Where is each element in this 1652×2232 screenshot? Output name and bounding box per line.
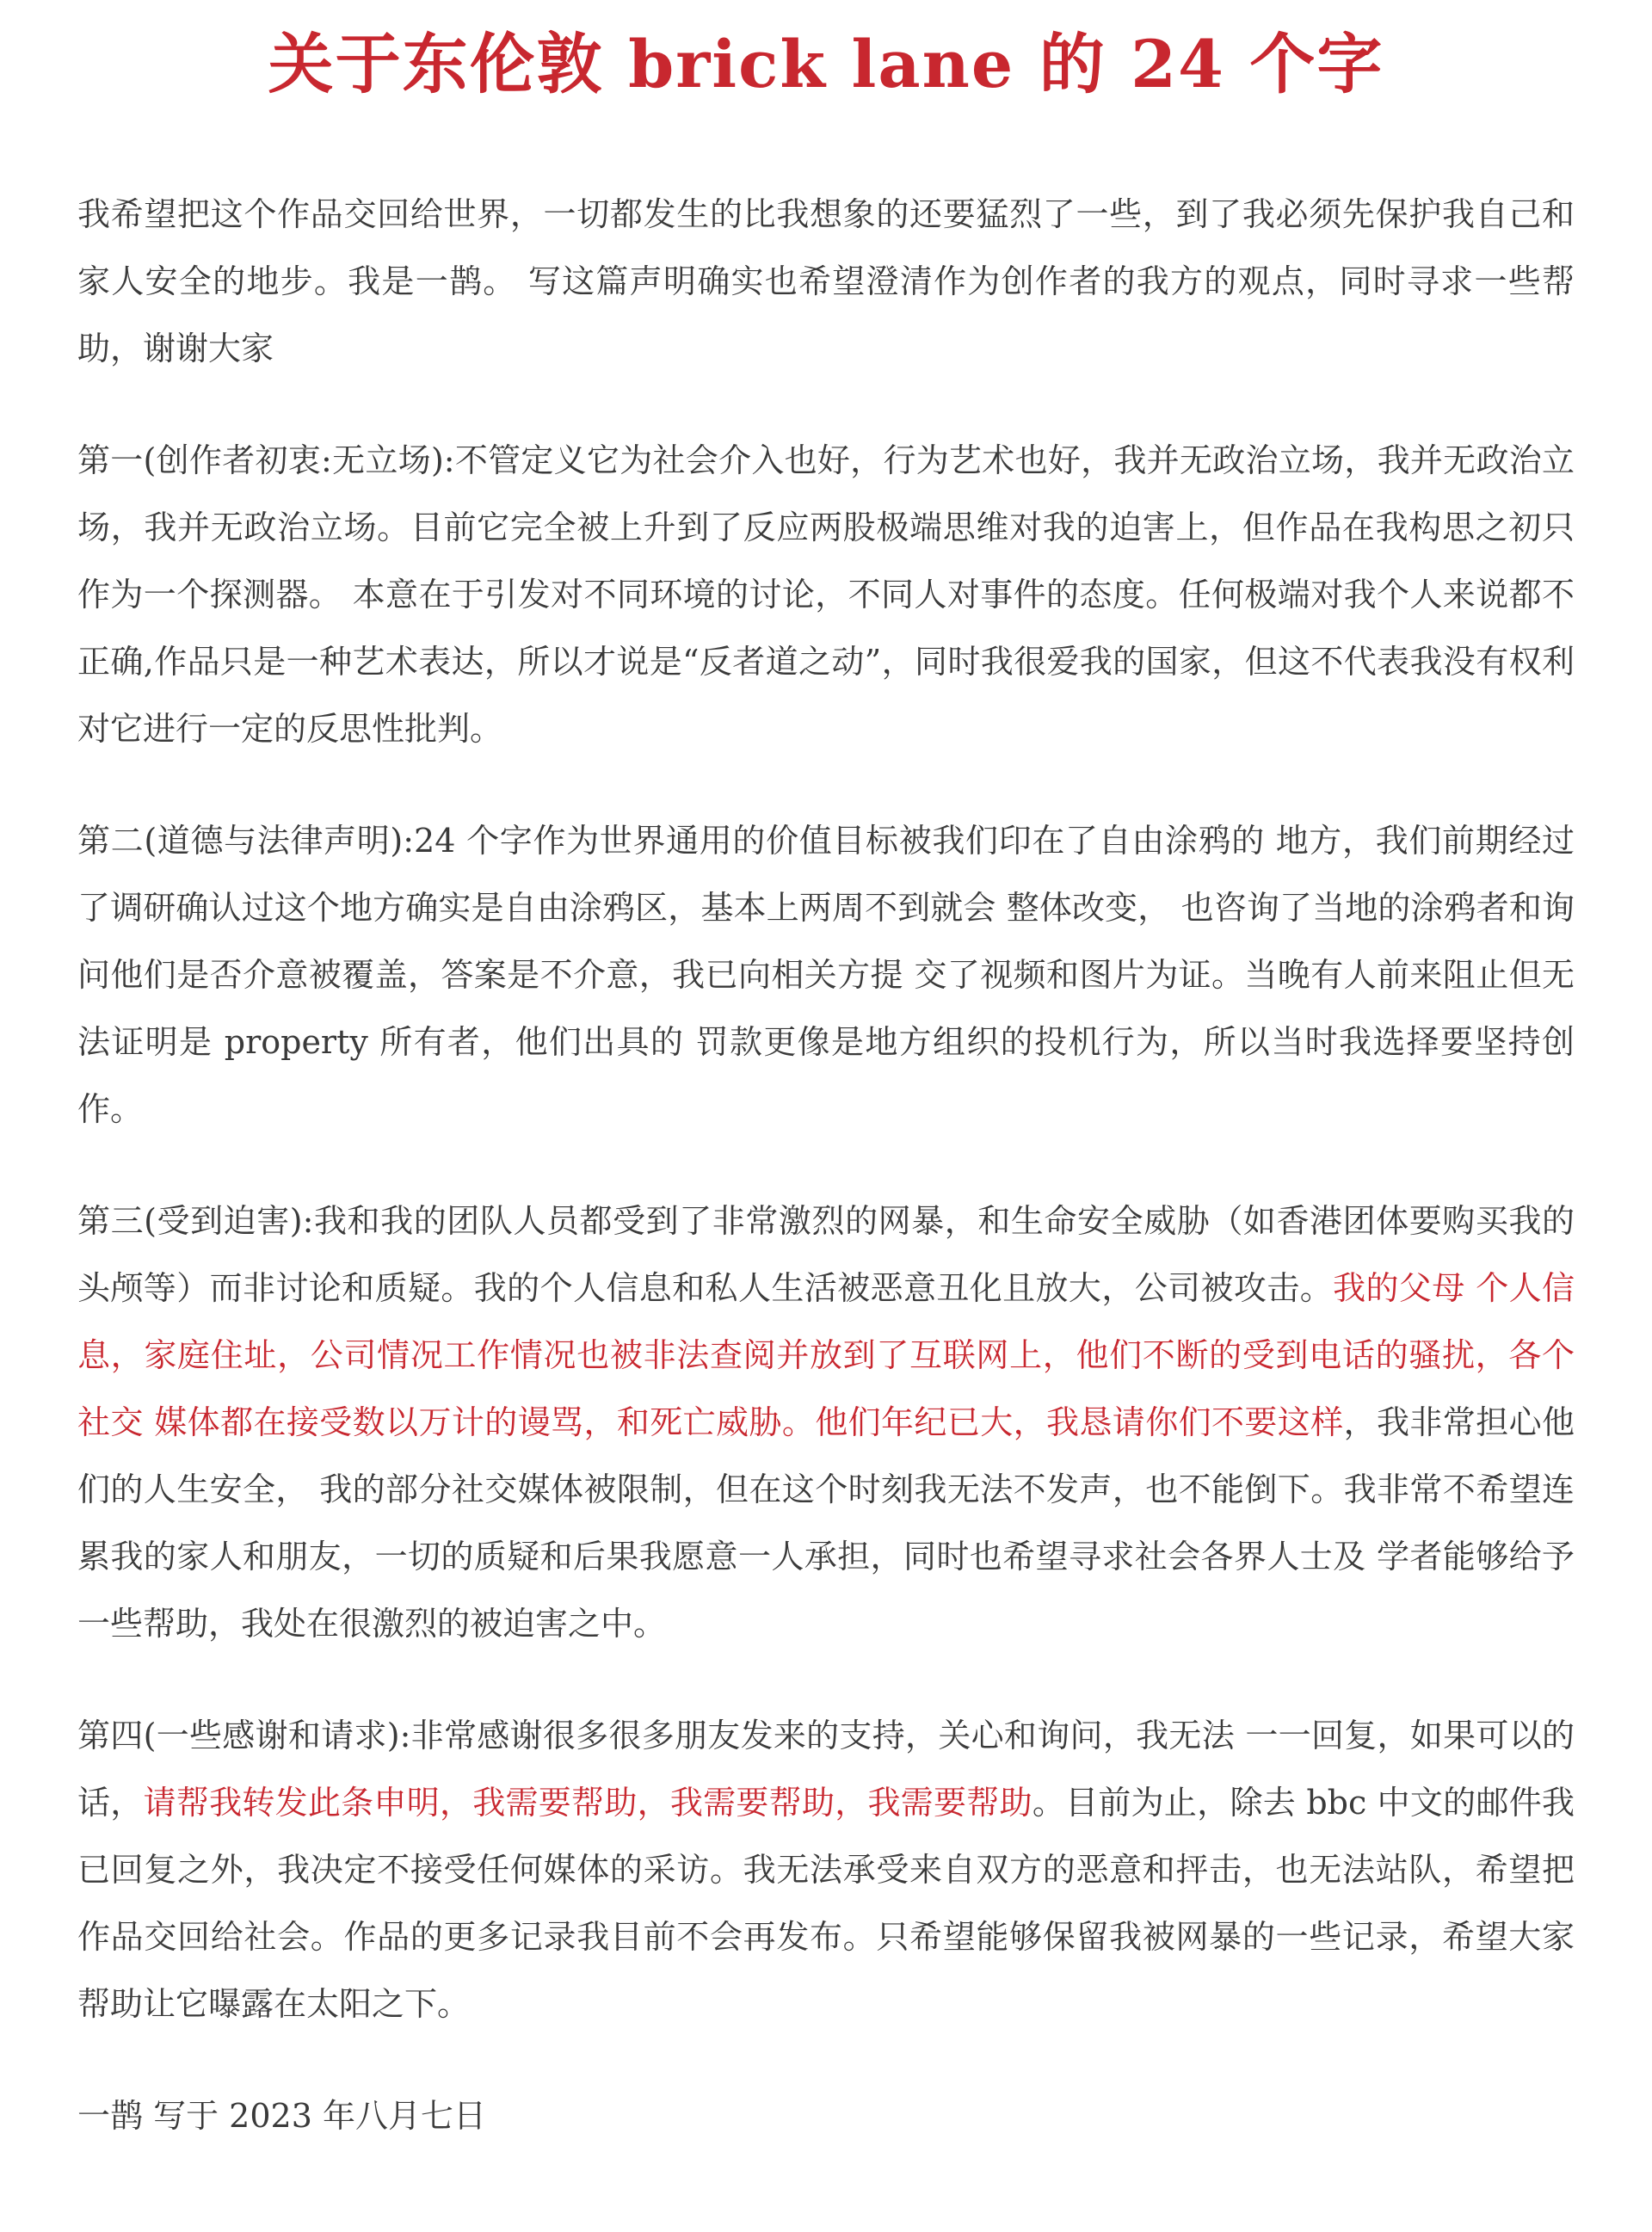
section-4-highlighted-text: 请帮我转发此条申明，我需要帮助，我需要帮助，我需要帮助 bbox=[143, 1784, 1032, 1822]
section-3-highlighted-text: 我的父母 个人信息，家庭住址，公司情况工作情况也被非法查阅并放到了互联网上，他们不断的受到电话的骚扰，各个社交 媒体都在接受数以万计的谩骂，和死亡威胁。他们年纪已大，我恳请你们不要这样 bbox=[77, 1269, 1575, 1441]
section-4-text-end: 。目前为止，除去 bbc 中文的邮件我已回复之外，我决定不接受任何媒体的采访。我无法承受来自双方的恶意和抨击，也无法站队，希望把作品交回给社会。作品的更多记录我目前不会再发布。只希望能够保留我被网暴的一些记录，希望大家帮助让它曝露在太阳之下。 bbox=[77, 1784, 1575, 2023]
section-3-text-end: ，我非常担心他们的人生安全， 我的部分社交媒体被限制，但在这个时刻我无法不发声，也不能倒下。我非常不希望连累我的家人和朋友，一切的质疑和后果我愿意一人承担，同时也希望寻求社会各界人士及 学者能够给予一些帮助，我处在很激烈的被迫害之中。 bbox=[77, 1403, 1575, 1643]
intro-paragraph: 我希望把这个作品交回给世界，一切都发生的比我想象的还要猛烈了一些，到了我必须先保护我自己和家人安全的地步。我是一鹊。 写这篇声明确实也希望澄清作为创作者的我方的观点，同时寻求一些帮助，谢谢大家 bbox=[77, 195, 1575, 367]
section-3-text-start: 第三(受到迫害):我和我的团队人员都受到了非常激烈的网暴，和生命安全威胁（如香港团体要购买我的头颅等）而非讨论和质疑。我的个人信息和私人生活被恶意丑化且放大，公司被攻击。 bbox=[77, 1202, 1575, 1307]
signature-line: 一鹊 写于 2023 年八月七日 bbox=[77, 2097, 486, 2135]
section-3-paragraph bbox=[77, 1187, 1575, 1657]
section-1-paragraph: 第一(创作者初衷:无立场):不管定义它为社会介入也好，行为艺术也好，我并无政治立场，我并无政治立场，我并无政治立场。目前它完全被上升到了反应两股极端思维对我的迫害上，但作品在我构思之初只作为一个探测器。 本意在于引发对不同环境的讨论，不同人对事件的态度。任何极端对我个人来说都不正确,作品只是一种艺术表达，所以才说是“反者道之动”，同时我很爱我的国家，但这不代表我没有权利对它进行一定的反思性批判。 bbox=[77, 441, 1575, 748]
section-4-text-start: 第四(一些感谢和请求):非常感谢很多很多朋友发来的支持，关心和询问，我无法 一一回复，如果可以的话， bbox=[77, 1717, 1575, 1822]
section-2-paragraph: 第二(道德与法律声明):24 个字作为世界通用的价值目标被我们印在了自由涂鸦的 地方，我们前期经过了调研确认过这个地方确实是自由涂鸦区，基本上两周不到就会 整体改变， 也咨询了当地的涂鸦者和询问他们是否介意被覆盖，答案是不介意，我已向相关方提 交了视频和图片为证。当晚有人前来阻止但无法证明是 property 所有者，他们出具的 罚款更像是地方组织的投机行为，所以当时我选择要坚持创作。 bbox=[77, 822, 1575, 1128]
section-4-paragraph bbox=[77, 1702, 1575, 2038]
document-title: 关于东伦敦 brick lane 的 24 个字 bbox=[268, 26, 1384, 102]
